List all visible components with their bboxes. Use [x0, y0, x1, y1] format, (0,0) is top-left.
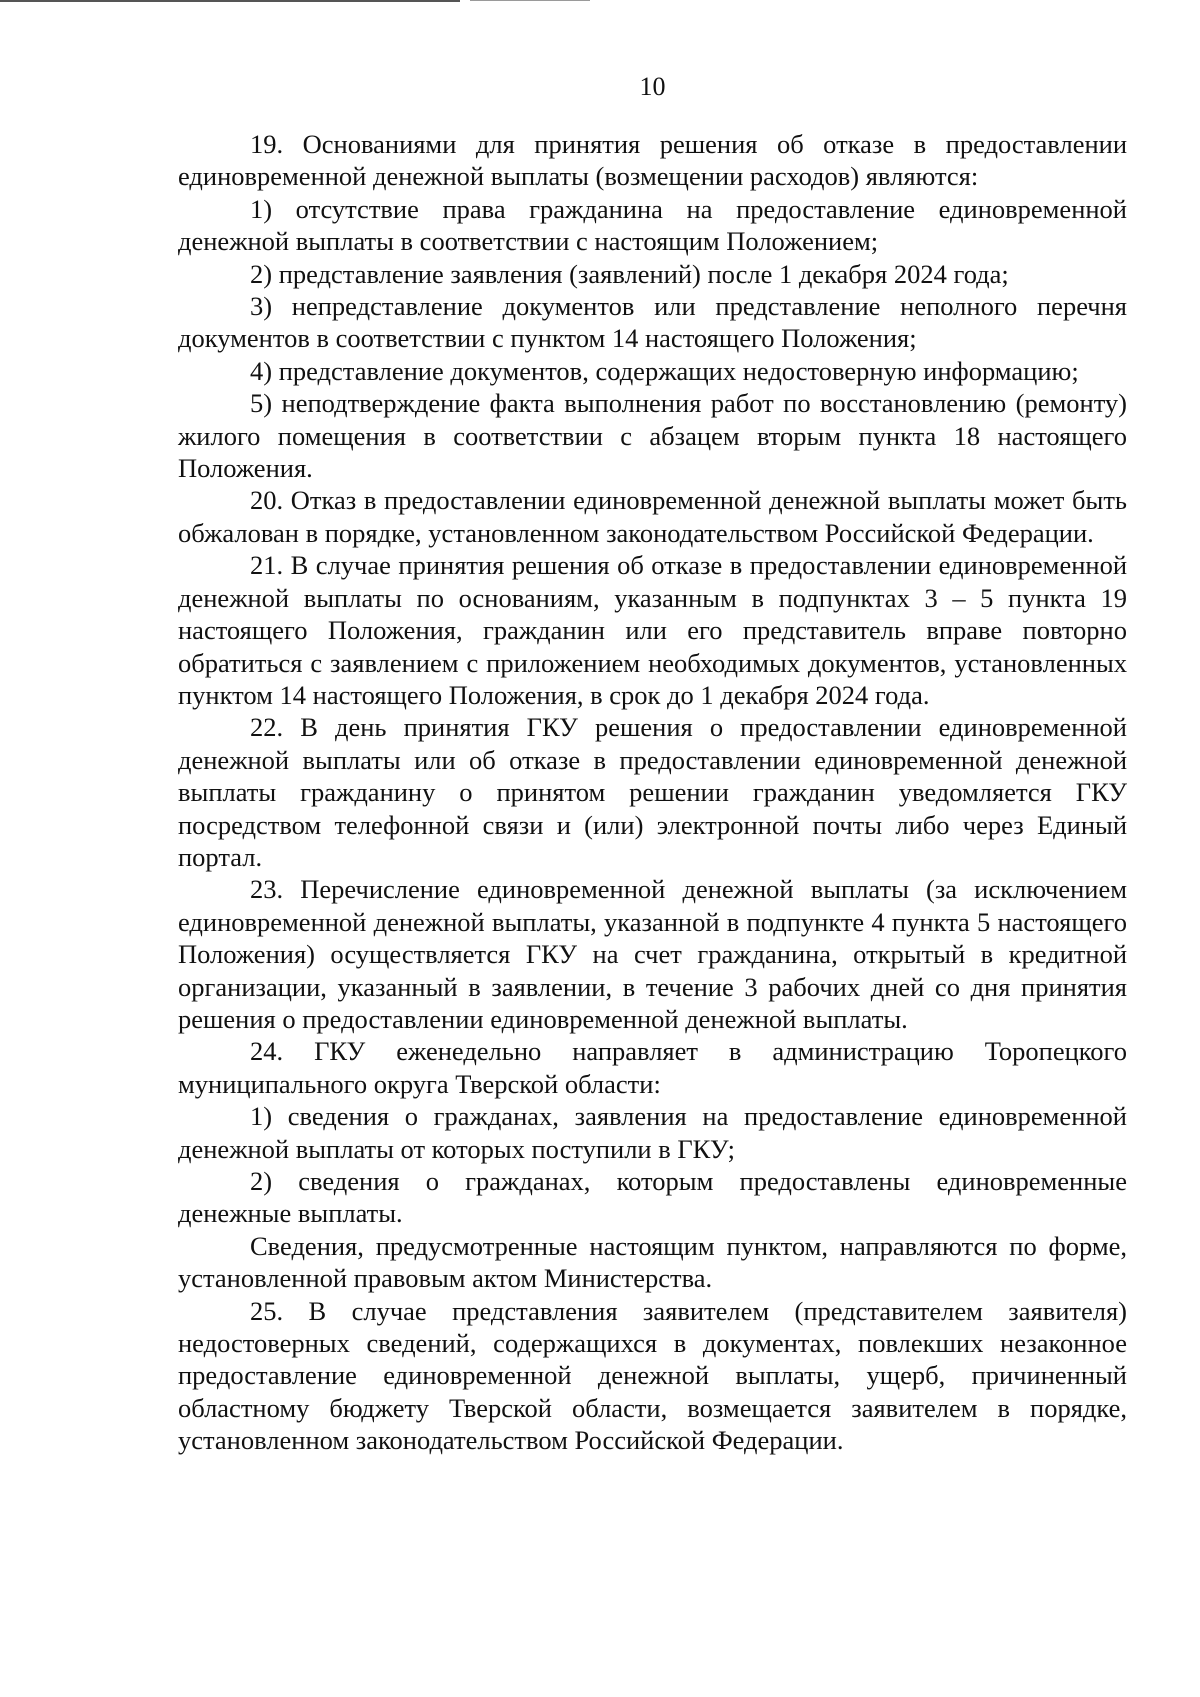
paragraph-24: 24. ГКУ еженедельно направляет в администрацию Торопецкого муниципального округа Тверской области:	[178, 1036, 1127, 1099]
paragraph-20: 20. Отказ в предоставлении единовременной денежной выплаты может быть обжалован в порядке, установленном законодательством Российской Федерации.	[178, 485, 1127, 548]
paragraph-25: 25. В случае представления заявителем (представителем заявителя) недостоверных сведений, содержащихся в документах, повлекших незаконное предоставление единовременной денежной выплаты, ущерб, причиненный областному бюджету Тверской области, возмещается заявителем в порядке, установленном законодательством Российской Федерации.	[178, 1295, 1127, 1456]
list-item-19-3: 3) непредставление документов или представление неполного перечня документов в соответствии с пунктом 14 настоящего Положения;	[178, 291, 1127, 354]
list-item-24-1: 1) сведения о гражданах, заявления на предоставление единовременной денежной выплаты от которых поступили в ГКУ;	[178, 1101, 1127, 1164]
paragraph-24-note: Сведения, предусмотренные настоящим пунктом, направляются по форме, установленной правовым актом Министерства.	[178, 1230, 1127, 1294]
paragraph-23: 23. Перечисление единовременной денежной выплаты (за исключением единовременной денежной выплаты, указанной в подпункте 4 пункта 5 настоящего Положения) осуществляется ГКУ на счет гражданина, открытый в кредитной организации, указанный в заявлении, в течение 3 рабочих дней со дня принятия решения о предоставлении единовременной денежной выплаты.	[178, 874, 1127, 1034]
paragraph-19: 19. Основаниями для принятия решения об отказе в предоставлении единовременной денежной выплаты (возмещении расходов) являются:	[178, 129, 1127, 192]
list-item-19-4: 4) представление документов, содержащих недостоверную информацию;	[250, 355, 1079, 386]
scan-edge-line	[470, 0, 590, 1]
list-item-19-1: 1) отсутствие права гражданина на предоставление единовременной денежной выплаты в соответствии с настоящим Положением;	[178, 193, 1127, 257]
list-item-24-2: 2) сведения о гражданах, которым предоставлены единовременные денежные выплаты.	[178, 1166, 1127, 1229]
paragraph-21: 21. В случае принятия решения об отказе в предоставлении единовременной денежной выплаты по основаниям, указанным в подпунктах 3 – 5 пункта 19 настоящего Положения, гражданин или его представитель вправе повторно обратиться с заявлением с приложением необходимых документов, установленных пунктом 14 настоящего Положения, в срок до 1 декабря 2024 года.	[178, 550, 1127, 710]
list-item-19-2: 2) представление заявления (заявлений) после 1 декабря 2024 года;	[250, 258, 1009, 289]
scan-edge-line	[0, 0, 460, 2]
page-number: 10	[639, 72, 666, 101]
list-item-19-5: 5) неподтверждение факта выполнения работ по восстановлению (ремонту) жилого помещения в соответствии с абзацем вторым пункта 18 настоящего Положения.	[178, 388, 1127, 484]
paragraph-22: 22. В день принятия ГКУ решения о предоставлении единовременной денежной выплаты или об отказе в предоставлении единовременной денежной выплаты гражданину о принятом решении гражданин уведомляется ГКУ посредством телефонной связи и (или) электронной почты либо через Единый портал.	[178, 712, 1127, 872]
document-page	[178, 72, 1127, 1457]
